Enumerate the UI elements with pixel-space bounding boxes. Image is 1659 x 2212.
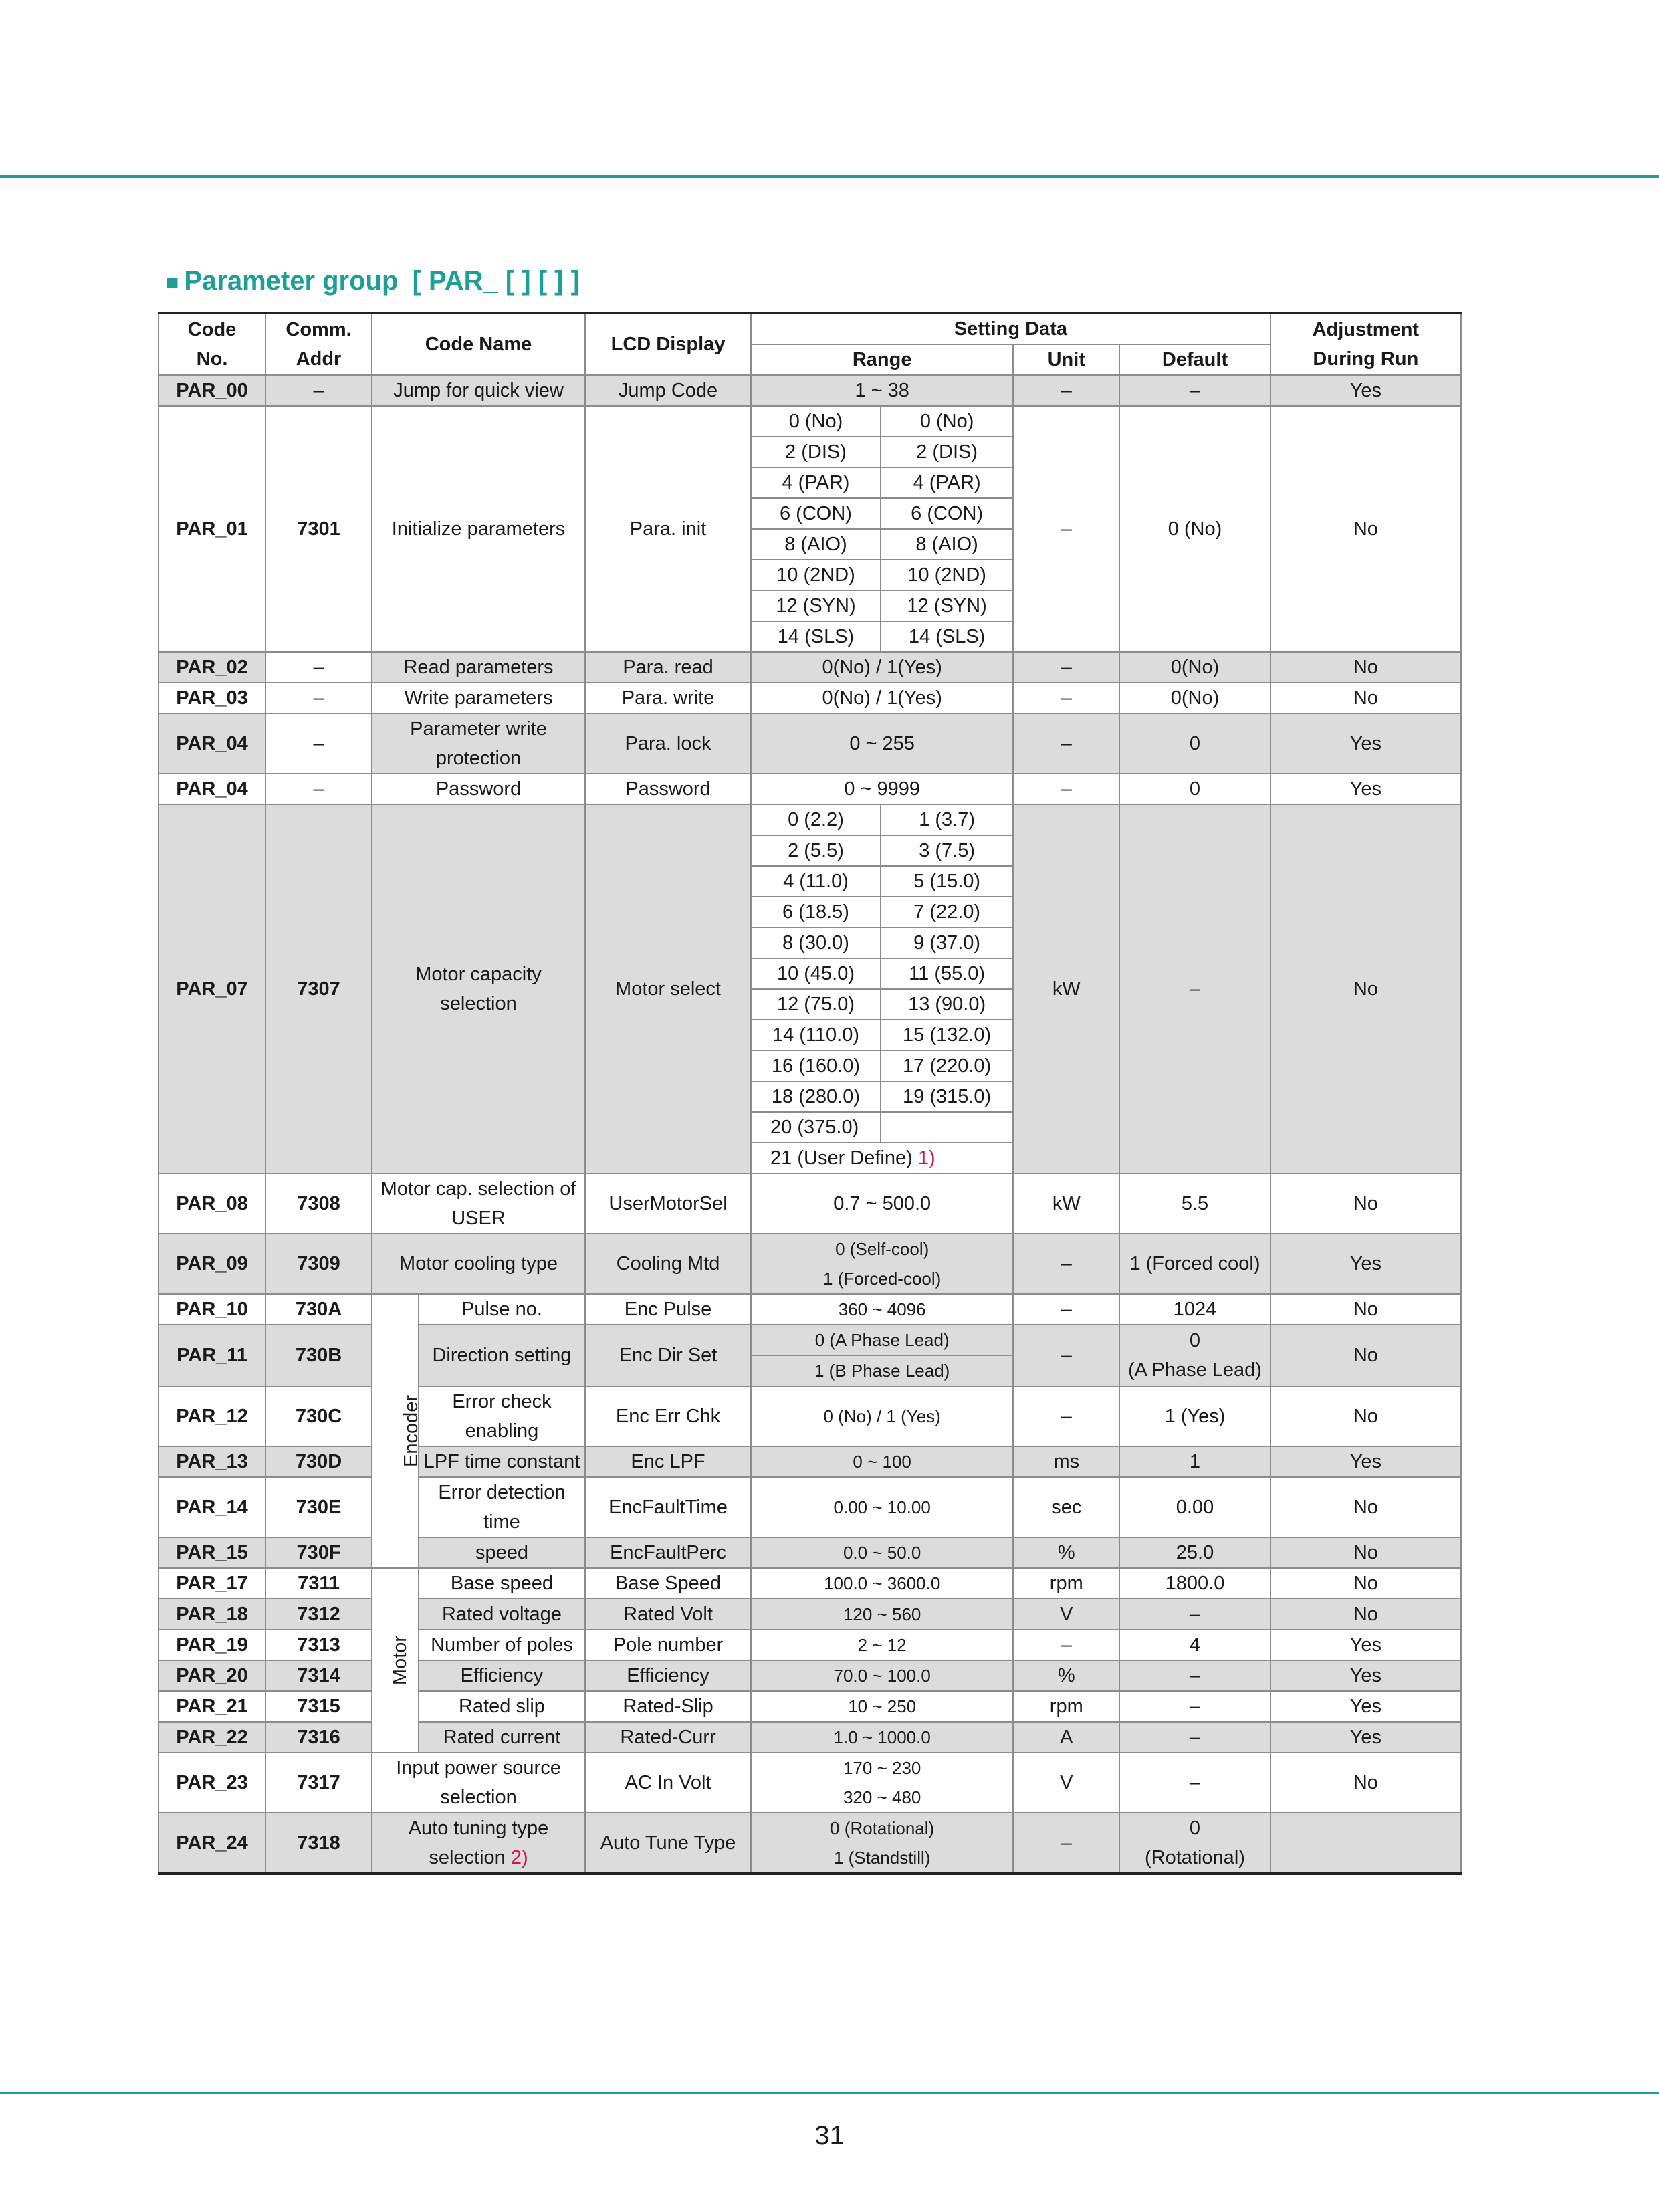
- table-cell: Pulse no.: [419, 1294, 585, 1325]
- table-cell: No: [1270, 1599, 1461, 1630]
- table-cell: No: [1270, 652, 1461, 683]
- table-cell: 360 ~ 4096: [751, 1294, 1013, 1325]
- table-cell: PAR_09: [158, 1234, 265, 1294]
- col-code-name: Code Name: [372, 313, 585, 375]
- table-cell: 7315: [265, 1691, 372, 1722]
- table-row: [158, 1234, 1461, 1294]
- table-cell: Enc Err Chk: [585, 1386, 751, 1446]
- section-code: [ PAR_ [ ] [ ] ]: [412, 266, 580, 296]
- table-cell: PAR_17: [158, 1568, 265, 1599]
- table-cell: No: [1270, 1537, 1461, 1568]
- table-cell: Pole number: [585, 1630, 751, 1660]
- table-row: [158, 1386, 1461, 1446]
- table-cell: Motor select: [585, 804, 751, 1174]
- table-cell: 0.00 ~ 10.00: [751, 1477, 1013, 1537]
- table-cell: Efficiency: [585, 1660, 751, 1691]
- table-cell: –: [1119, 1599, 1270, 1630]
- table-cell: Yes: [1270, 1630, 1461, 1660]
- table-cell: %: [1013, 1537, 1119, 1568]
- col-unit: Unit: [1013, 344, 1119, 375]
- col-setting-data: Setting Data: [751, 313, 1270, 344]
- table-cell: Cooling Mtd: [585, 1234, 751, 1294]
- table-cell: PAR_21: [158, 1691, 265, 1722]
- table-cell: PAR_22: [158, 1722, 265, 1753]
- table-cell: Initialize parameters: [372, 406, 585, 652]
- table-cell: 0.00: [1119, 1477, 1270, 1537]
- table-cell: 0: [1119, 774, 1270, 804]
- bottom-rule: [0, 2092, 1659, 2094]
- table-cell: 2 (DIS): [881, 437, 1013, 467]
- table-cell: No: [1270, 1477, 1461, 1537]
- table-row: [158, 1722, 1461, 1753]
- table-cell: 0 ~ 255: [751, 713, 1013, 774]
- table-cell: Yes: [1270, 774, 1461, 804]
- table-cell: 0.7 ~ 500.0: [751, 1174, 1013, 1234]
- table-cell: Motor cooling type: [372, 1234, 585, 1294]
- table-cell: Password: [585, 774, 751, 804]
- table-cell: 7313: [265, 1630, 372, 1660]
- table-row: [158, 1660, 1461, 1691]
- table-cell: Jump Code: [585, 375, 751, 406]
- table-cell: 17 (220.0): [881, 1050, 1013, 1081]
- table-cell: 14 (110.0): [751, 1020, 881, 1050]
- table-cell: 1 ~ 38: [751, 375, 1013, 406]
- table-cell: –: [1119, 1660, 1270, 1691]
- table-cell: –: [1119, 375, 1270, 406]
- table-cell: Read parameters: [372, 652, 585, 683]
- table-cell: Rated current: [419, 1722, 585, 1753]
- table-cell: –: [1119, 804, 1270, 1174]
- table-cell: 2 (5.5): [751, 835, 881, 866]
- table-cell: –: [1013, 713, 1119, 774]
- table-cell: 7317: [265, 1753, 372, 1813]
- table-cell: Rated-Slip: [585, 1691, 751, 1722]
- table-cell: PAR_03: [158, 683, 265, 713]
- table-cell: AC In Volt: [585, 1753, 751, 1813]
- table-cell: –: [1119, 1753, 1270, 1813]
- table-cell: –: [1119, 1722, 1270, 1753]
- table-cell: –: [1013, 1234, 1119, 1294]
- table-cell: [881, 1112, 1013, 1143]
- table-cell: 6 (CON): [751, 498, 881, 529]
- table-cell: Yes: [1270, 1446, 1461, 1477]
- table-cell: Yes: [1270, 1234, 1461, 1294]
- table-row: [158, 1753, 1461, 1813]
- table-cell: Base speed: [419, 1568, 585, 1599]
- table-cell: 0.0 ~ 50.0: [751, 1537, 1013, 1568]
- table-cell: 10 (45.0): [751, 958, 881, 989]
- square-bullet-icon: ■: [166, 269, 179, 294]
- table-cell: PAR_12: [158, 1386, 265, 1446]
- table-cell: No: [1270, 1753, 1461, 1813]
- table-cell: 15 (132.0): [881, 1020, 1013, 1050]
- table-cell: –: [1013, 1386, 1119, 1446]
- table-cell: 5 (15.0): [881, 866, 1013, 897]
- table-cell: PAR_13: [158, 1446, 265, 1477]
- table-cell: 7312: [265, 1599, 372, 1630]
- table-row: [158, 683, 1461, 713]
- parameter-table: [158, 312, 1462, 1875]
- table-cell: PAR_23: [158, 1753, 265, 1813]
- table-cell: PAR_07: [158, 804, 265, 1174]
- table-cell: kW: [1013, 1174, 1119, 1234]
- table-cell: Auto tuning type selection 2): [372, 1813, 585, 1874]
- table-cell: 0 (No): [881, 406, 1013, 437]
- table-cell: ms: [1013, 1446, 1119, 1477]
- table-cell: PAR_04: [158, 713, 265, 774]
- page-number: 31: [814, 2121, 845, 2150]
- table-cell: 8 (AIO): [881, 529, 1013, 560]
- motor-group-label: Motor: [372, 1568, 419, 1753]
- table-row: [158, 375, 1461, 406]
- table-cell: Rated voltage: [419, 1599, 585, 1630]
- col-adjustment: Adjustment During Run: [1270, 313, 1461, 375]
- table-row: [158, 652, 1461, 683]
- table-cell: 0(No): [1119, 652, 1270, 683]
- table-cell: 0: [1119, 713, 1270, 774]
- section-title: Parameter group: [184, 266, 399, 296]
- table-cell: 14 (SLS): [881, 621, 1013, 652]
- col-default: Default: [1119, 344, 1270, 375]
- table-cell: 7 (22.0): [881, 897, 1013, 927]
- table-cell: Auto Tune Type: [585, 1813, 751, 1874]
- table-row: [158, 406, 1461, 437]
- table-cell: PAR_02: [158, 652, 265, 683]
- table-cell: PAR_18: [158, 1599, 265, 1630]
- table-row: [158, 713, 1461, 774]
- table-cell: EncFaultPerc: [585, 1537, 751, 1568]
- table-cell: Rated-Curr: [585, 1722, 751, 1753]
- table-cell: Password: [372, 774, 585, 804]
- table-cell: speed: [419, 1537, 585, 1568]
- table-cell: –: [1013, 406, 1119, 652]
- table-cell: 21 (User Define) 1): [751, 1143, 1013, 1174]
- table-row: [158, 774, 1461, 804]
- table-cell: 730F: [265, 1537, 372, 1568]
- table-cell: 7316: [265, 1722, 372, 1753]
- table-cell: LPF time constant: [419, 1446, 585, 1477]
- table-cell: Yes: [1270, 375, 1461, 406]
- table-cell: 7314: [265, 1660, 372, 1691]
- table-cell: kW: [1013, 804, 1119, 1174]
- table-cell: rpm: [1013, 1691, 1119, 1722]
- table-cell: Motor cap. selection of USER: [372, 1174, 585, 1234]
- table-cell: PAR_00: [158, 375, 265, 406]
- table-cell: Rated Volt: [585, 1599, 751, 1630]
- table-cell: 70.0 ~ 100.0: [751, 1660, 1013, 1691]
- table-cell: 0 (Rotational) 1 (Standstill): [751, 1813, 1013, 1874]
- table-cell: 0 ~ 9999: [751, 774, 1013, 804]
- table-cell: 16 (160.0): [751, 1050, 881, 1081]
- table-cell: V: [1013, 1599, 1119, 1630]
- table-cell: –: [1013, 1630, 1119, 1660]
- table-cell: No: [1270, 804, 1461, 1174]
- table-row: [158, 1599, 1461, 1630]
- table-cell: Yes: [1270, 1722, 1461, 1753]
- table-cell: 120 ~ 560: [751, 1599, 1013, 1630]
- table-cell: 0(No) / 1(Yes): [751, 652, 1013, 683]
- table-row: [158, 804, 1461, 835]
- table-cell: 730A: [265, 1294, 372, 1325]
- table-cell: 11 (55.0): [881, 958, 1013, 989]
- table-cell: 6 (18.5): [751, 897, 881, 927]
- table-cell: PAR_04: [158, 774, 265, 804]
- table-cell: Error detection time: [419, 1477, 585, 1537]
- table-cell: PAR_11: [158, 1325, 265, 1386]
- table-cell: Yes: [1270, 713, 1461, 774]
- table-cell: 8 (30.0): [751, 927, 881, 958]
- table-cell: Motor capacity selection: [372, 804, 585, 1174]
- table-cell: 12 (SYN): [881, 590, 1013, 621]
- table-cell: –: [1013, 1294, 1119, 1325]
- table-cell: 4: [1119, 1630, 1270, 1660]
- table-cell: –: [1013, 375, 1119, 406]
- table-cell: Para. lock: [585, 713, 751, 774]
- table-cell: –: [1013, 652, 1119, 683]
- table-cell: Base Speed: [585, 1568, 751, 1599]
- table-cell: 0 (Self-cool) 1 (Forced-cool): [751, 1234, 1013, 1294]
- table-cell: –: [1013, 1325, 1119, 1386]
- table-cell: –: [1013, 683, 1119, 713]
- table-cell: 0 (No) / 1 (Yes): [751, 1386, 1013, 1446]
- table-cell: 1024: [1119, 1294, 1270, 1325]
- table-cell: No: [1270, 1294, 1461, 1325]
- table-cell: 7307: [265, 804, 372, 1174]
- table-cell: Rated slip: [419, 1691, 585, 1722]
- table-row: [158, 1630, 1461, 1660]
- table-cell: 5.5: [1119, 1174, 1270, 1234]
- table-cell: Number of poles: [419, 1630, 585, 1660]
- table-cell: [1270, 1813, 1461, 1874]
- table-cell: 2 (DIS): [751, 437, 881, 467]
- table-cell: 730C: [265, 1386, 372, 1446]
- table-cell: 20 (375.0): [751, 1112, 881, 1143]
- table-cell: A: [1013, 1722, 1119, 1753]
- section-heading: [166, 266, 580, 296]
- col-code-no: Code No.: [158, 313, 265, 375]
- table-cell: –: [265, 713, 372, 774]
- table-row: [158, 1813, 1461, 1874]
- table-cell: Yes: [1270, 1660, 1461, 1691]
- table-cell: 13 (90.0): [881, 989, 1013, 1020]
- table-cell: 7309: [265, 1234, 372, 1294]
- table-cell: –: [1013, 1813, 1119, 1874]
- table-cell: Para. read: [585, 652, 751, 683]
- table-cell: 0 (Rotational): [1119, 1813, 1270, 1874]
- table-cell: Jump for quick view: [372, 375, 585, 406]
- table-cell: %: [1013, 1660, 1119, 1691]
- table-cell: 730D: [265, 1446, 372, 1477]
- col-lcd-display: LCD Display: [585, 313, 751, 375]
- table-cell: No: [1270, 683, 1461, 713]
- table-cell: 18 (280.0): [751, 1081, 881, 1112]
- table-cell: –: [265, 375, 372, 406]
- table-row: [158, 1537, 1461, 1568]
- table-cell: 14 (SLS): [751, 621, 881, 652]
- footnote-ref: 1): [917, 1147, 935, 1169]
- table-cell: PAR_08: [158, 1174, 265, 1234]
- table-cell: 0(No) / 1(Yes): [751, 683, 1013, 713]
- table-cell: 10 (2ND): [751, 560, 881, 590]
- table-cell: 8 (AIO): [751, 529, 881, 560]
- table-cell: 4 (11.0): [751, 866, 881, 897]
- table-cell: 0 (A Phase Lead): [751, 1325, 1013, 1355]
- table-cell: Input power source selection: [372, 1753, 585, 1813]
- table-cell: 10 (2ND): [881, 560, 1013, 590]
- table-cell: PAR_15: [158, 1537, 265, 1568]
- table-cell: –: [1119, 1691, 1270, 1722]
- table-cell: Enc LPF: [585, 1446, 751, 1477]
- table-cell: 0 (No): [1119, 406, 1270, 652]
- table-cell: –: [265, 652, 372, 683]
- table-cell: 0 (No): [751, 406, 881, 437]
- table-cell: PAR_20: [158, 1660, 265, 1691]
- table-cell: Error check enabling: [419, 1386, 585, 1446]
- table-cell: PAR_10: [158, 1294, 265, 1325]
- table-cell: PAR_19: [158, 1630, 265, 1660]
- table-cell: 1 (3.7): [881, 804, 1013, 835]
- table-cell: Parameter write protection: [372, 713, 585, 774]
- footnote-ref: 2): [510, 1847, 528, 1868]
- table-cell: 12 (75.0): [751, 989, 881, 1020]
- table-cell: No: [1270, 1568, 1461, 1599]
- table-cell: PAR_24: [158, 1813, 265, 1874]
- table-cell: 19 (315.0): [881, 1081, 1013, 1112]
- table-cell: 3 (7.5): [881, 835, 1013, 866]
- table-cell: EncFaultTime: [585, 1477, 751, 1537]
- table-cell: 4 (PAR): [751, 467, 881, 498]
- table-row: [158, 1446, 1461, 1477]
- table-cell: 7308: [265, 1174, 372, 1234]
- table-cell: 4 (PAR): [881, 467, 1013, 498]
- table-cell: 25.0: [1119, 1537, 1270, 1568]
- table-cell: 730E: [265, 1477, 372, 1537]
- table-cell: –: [265, 683, 372, 713]
- table-row: [158, 1477, 1461, 1537]
- table-cell: 9 (37.0): [881, 927, 1013, 958]
- col-comm-addr: Comm. Addr: [265, 313, 372, 375]
- table-row: [158, 1294, 1461, 1325]
- table-cell: Enc Pulse: [585, 1294, 751, 1325]
- table-cell: 1: [1119, 1446, 1270, 1477]
- table-cell: 1.0 ~ 1000.0: [751, 1722, 1013, 1753]
- table-cell: 12 (SYN): [751, 590, 881, 621]
- table-cell: 10 ~ 250: [751, 1691, 1013, 1722]
- table-cell: 1 (Yes): [1119, 1386, 1270, 1446]
- table-row: [158, 1174, 1461, 1234]
- table-cell: 6 (CON): [881, 498, 1013, 529]
- table-cell: Efficiency: [419, 1660, 585, 1691]
- table-cell: No: [1270, 1386, 1461, 1446]
- table-cell: PAR_14: [158, 1477, 265, 1537]
- encoder-group-label: Encoder: [372, 1294, 419, 1568]
- table-row: [158, 1325, 1461, 1355]
- table-cell: PAR_01: [158, 406, 265, 652]
- table-cell: Yes: [1270, 1691, 1461, 1722]
- table-cell: 0 ~ 100: [751, 1446, 1013, 1477]
- table-cell: 0(No): [1119, 683, 1270, 713]
- table-cell: –: [1013, 774, 1119, 804]
- table-cell: No: [1270, 1325, 1461, 1386]
- table-cell: V: [1013, 1753, 1119, 1813]
- table-cell: 2 ~ 12: [751, 1630, 1013, 1660]
- table-cell: 730B: [265, 1325, 372, 1386]
- table-cell: 0 (A Phase Lead): [1119, 1325, 1270, 1386]
- table-cell: 7311: [265, 1568, 372, 1599]
- table-cell: 1 (Forced cool): [1119, 1234, 1270, 1294]
- table-row: [158, 1568, 1461, 1599]
- table-cell: sec: [1013, 1477, 1119, 1537]
- table-cell: 100.0 ~ 3600.0: [751, 1568, 1013, 1599]
- table-cell: 0 (2.2): [751, 804, 881, 835]
- table-cell: rpm: [1013, 1568, 1119, 1599]
- table-cell: 1800.0: [1119, 1568, 1270, 1599]
- top-rule: [0, 175, 1659, 178]
- table-row: [158, 1691, 1461, 1722]
- table-cell: Direction setting: [419, 1325, 585, 1386]
- table-cell: 170 ~ 230 320 ~ 480: [751, 1753, 1013, 1813]
- table-cell: Write parameters: [372, 683, 585, 713]
- table-cell: No: [1270, 406, 1461, 652]
- table-cell: 7318: [265, 1813, 372, 1874]
- table-cell: UserMotorSel: [585, 1174, 751, 1234]
- table-cell: –: [265, 774, 372, 804]
- table-cell: No: [1270, 1174, 1461, 1234]
- table-cell: Para. init: [585, 406, 751, 652]
- table-cell: Para. write: [585, 683, 751, 713]
- col-range: Range: [751, 344, 1013, 375]
- table-cell: 7301: [265, 406, 372, 652]
- table-cell: 1 (B Phase Lead): [751, 1355, 1013, 1386]
- table-cell: Enc Dir Set: [585, 1325, 751, 1386]
